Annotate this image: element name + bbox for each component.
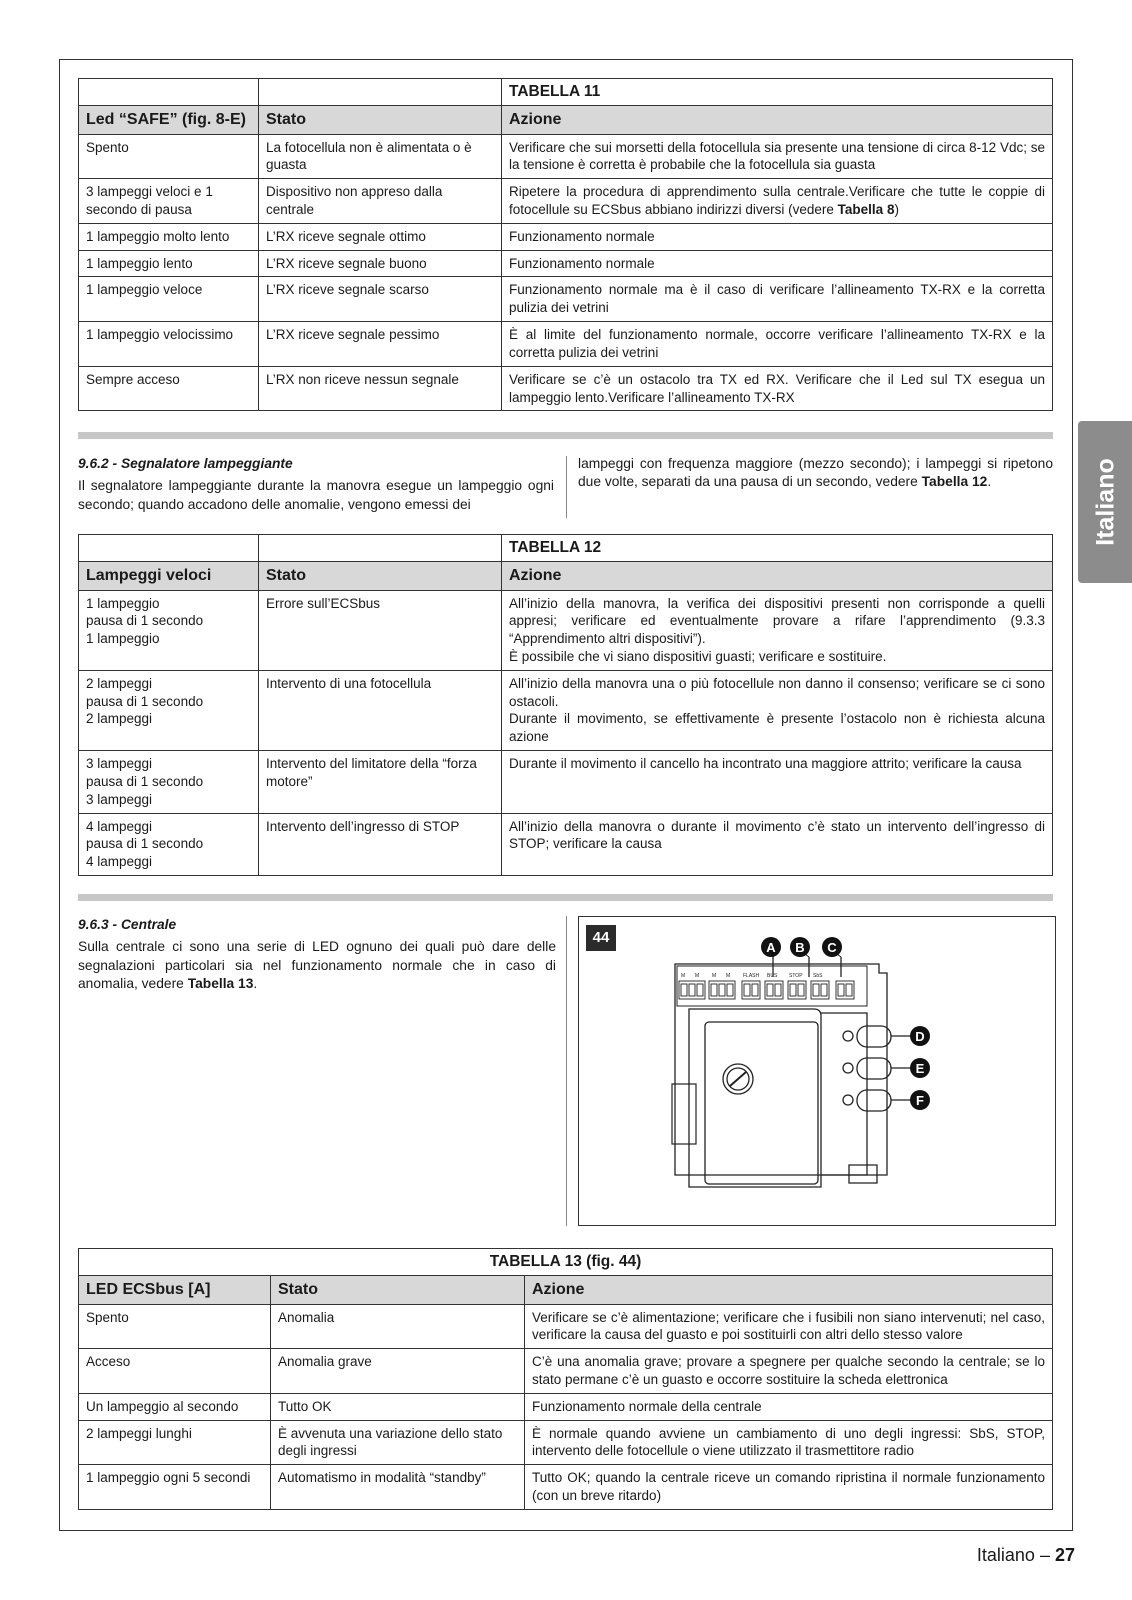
terminal-screw bbox=[689, 984, 695, 996]
body-text: Il segnalatore lampeggiante durante la manovra esegue un lampeggio ogni secondo; quando accadono delle anomalie, vengono emessi dei bbox=[78, 478, 554, 512]
section-heading: 9.6.2 - Segnalatore lampeggiante bbox=[78, 456, 293, 471]
section-divider bbox=[78, 432, 1053, 439]
button-d bbox=[857, 1026, 891, 1047]
terminal-strip bbox=[677, 966, 867, 1006]
table-row: 1 lampeggio molto lento L’RX riceve segnale ottimo Funzionamento normale bbox=[79, 223, 1053, 250]
section-962-left bbox=[78, 455, 554, 514]
terminal-label: M bbox=[681, 973, 686, 979]
column-divider bbox=[566, 456, 567, 518]
cover-panel bbox=[705, 1022, 818, 1184]
led-f bbox=[843, 1095, 853, 1105]
terminal-label: FLASH bbox=[743, 973, 760, 979]
led-e bbox=[843, 1063, 853, 1073]
terminal-screw bbox=[821, 984, 827, 996]
terminal-screw bbox=[846, 984, 852, 996]
column-header: Stato bbox=[259, 106, 502, 134]
figure-44 bbox=[578, 916, 1056, 1226]
table-row: 3 lampeggi pausa di 1 secondo 3 lampeggi Intervento del limitatore della “forza motore” Durante il movimento il cancello ha incontrato una maggiore attrito; verificare la causa bbox=[79, 751, 1053, 813]
column-header: LED ECSbus [A] bbox=[79, 1276, 271, 1304]
table-row: 1 lampeggio veloce L’RX riceve segnale scarso Funzionamento normale ma è il caso di verificare l’allineamento TX-RX e la corretta pulizia dei vetrini bbox=[79, 277, 1053, 322]
button-e bbox=[857, 1058, 891, 1079]
column-header: Stato bbox=[271, 1276, 525, 1304]
section-962-right bbox=[578, 455, 1053, 492]
table-row: Acceso Anomalia grave C’è una anomalia grave; provare a spegnere per qualche secondo la centrale; se lo stato permane c’è un guasto e occorre sostituire la scheda elettronica bbox=[79, 1349, 1053, 1394]
terminal-label: M bbox=[695, 973, 700, 979]
terminal-screw bbox=[697, 984, 703, 996]
table-row: Spento Anomalia Verificare se c’è alimentazione; verificare che i fusibili non siano intervenuti; nel caso, verificare la causa del guasto e poi sostituirli con altri dello stesso valore bbox=[79, 1304, 1053, 1349]
table-12 bbox=[78, 534, 1053, 876]
table-row: 2 lampeggi pausa di 1 secondo 2 lampeggi Intervento di una fotocellula All’inizio della manovra una o più fotocellule non danno il consenso; verificare se ci sono ostacoli. Durante il movimento, se effettivamente è presente l’ostacolo non è richiesta alcuna azione bbox=[79, 670, 1053, 750]
section-divider bbox=[78, 894, 1053, 901]
callout-f: F bbox=[916, 1093, 924, 1108]
table-row: 1 lampeggio velocissimo L’RX riceve segnale pessimo È al limite del funzionamento normale, occorre verificare l’allineamento TX-RX e la corretta pulizia dei vetrini bbox=[79, 322, 1053, 367]
callout-a: A bbox=[766, 940, 776, 955]
terminal-blocks bbox=[679, 981, 854, 999]
table-row: 1 lampeggio lento L’RX riceve segnale buono Funzionamento normale bbox=[79, 250, 1053, 277]
figure-number: 44 bbox=[586, 925, 616, 951]
table-row: Spento La fotocellula non è alimentata o è guasta Verificare che sui morsetti della fotocellula sia presente una tensione di circa 8-12 Vdc; se la tensione è corretta è probabile che la fotocellula sia guasta bbox=[79, 134, 1053, 179]
column-header: Azione bbox=[502, 562, 1053, 590]
table-11 bbox=[78, 78, 1053, 411]
footer-dash: – bbox=[1039, 1545, 1050, 1565]
terminal-screw bbox=[813, 984, 819, 996]
terminal-screw bbox=[775, 984, 781, 996]
terminal-screw bbox=[744, 984, 750, 996]
table-row: Sempre acceso L’RX non riceve nessun segnale Verificare se c’è un ostacolo tra TX ed RX. Verificare che il Led sul TX esegua un lampeggio lento.Verificare l’allineamento TX-RX bbox=[79, 366, 1053, 411]
terminal-screw bbox=[790, 984, 796, 996]
table-row: 1 lampeggio ogni 5 secondi Automatismo in modalità “standby” Tutto OK; quando la centrale riceve un comando ripristina il normale funzionamento (con un breve ritardo) bbox=[79, 1465, 1053, 1510]
column-header: Led “SAFE” (fig. 8-E) bbox=[79, 106, 259, 134]
table-row: Un lampeggio al secondo Tutto OK Funzionamento normale della centrale bbox=[79, 1393, 1053, 1420]
right-panel bbox=[821, 1013, 867, 1175]
language-side-tab: Italiano bbox=[1078, 421, 1132, 583]
table-title: TABELLA 13 (fig. 44) bbox=[79, 1249, 1053, 1276]
section-heading: 9.6.3 - Centrale bbox=[78, 917, 177, 932]
callout-c: C bbox=[827, 940, 837, 955]
footer-language: Italiano bbox=[976, 1545, 1035, 1565]
column-divider bbox=[566, 916, 567, 1226]
connector bbox=[849, 1165, 877, 1183]
page-footer bbox=[977, 1545, 1075, 1566]
screw-slot bbox=[730, 1072, 746, 1086]
terminal-screw bbox=[838, 984, 844, 996]
table-row: 1 lampeggio pausa di 1 secondo 1 lampeggio Errore sull’ECSbus All’inizio della manovra, la verifica dei dispositivi presenti non corrisponde a quelli appresi; verificare ed eventualmente provare a rifare l’apprendimento (9.3.3 “Apprendimento altri dispositivi”). È possibile che vi siano dispositivi guasti; verificare e sostituire. bbox=[79, 590, 1053, 670]
terminal-label: SbS bbox=[813, 973, 823, 979]
table-title: TABELLA 12 bbox=[502, 535, 1053, 562]
button-f bbox=[857, 1090, 891, 1111]
table-row: 2 lampeggi lunghi È avvenuta una variazione dello stato degli ingressi È normale quando avviene un cambiamento di uno degli ingressi: SbS, STOP, intervento delle fotocellule o viene utilizzato il trasmettitore radio bbox=[79, 1420, 1053, 1465]
terminal-screw bbox=[719, 984, 725, 996]
table-13 bbox=[78, 1248, 1053, 1510]
terminal-screw bbox=[711, 984, 717, 996]
section-963 bbox=[78, 916, 556, 994]
callout-d: D bbox=[915, 1029, 925, 1044]
terminal-label: BUS bbox=[767, 973, 778, 979]
column-header: Lampeggi veloci bbox=[79, 562, 259, 590]
column-header: Stato bbox=[259, 562, 502, 590]
terminal-screw bbox=[767, 984, 773, 996]
body-text: Sulla centrale ci sono una serie di LED ognuno dei quali può dare delle segnalazioni particolari sia nel funzionamento normale che in caso di anomalia, vedere Tabella 13. bbox=[78, 939, 556, 992]
terminal-label: M bbox=[712, 973, 717, 979]
terminal-screw bbox=[798, 984, 804, 996]
cover bbox=[689, 1009, 821, 1187]
led-d bbox=[843, 1031, 853, 1041]
terminal-labels bbox=[681, 973, 823, 979]
terminal-screw bbox=[727, 984, 733, 996]
table-row: 3 lampeggi veloci e 1 secondo di pausa Dispositivo non appreso dalla centrale Ripetere la procedura di apprendimento sulla centrale.Verificare che tutte le coppie di fotocellule su ECSbus abbiano indirizzi diversi (vedere Tabella 8) bbox=[79, 179, 1053, 224]
terminal-label: M bbox=[726, 973, 731, 979]
table-title: TABELLA 11 bbox=[502, 79, 1053, 106]
terminal-screw bbox=[752, 984, 758, 996]
callout-b: B bbox=[795, 940, 805, 955]
table-row: 4 lampeggi pausa di 1 secondo 4 lampeggi Intervento dell’ingresso di STOP All’inizio della manovra o durante il movimento c’è stato un intervento dell’ingresso di STOP; verificare la causa bbox=[79, 813, 1053, 875]
control-unit-drawing bbox=[579, 917, 1057, 1227]
column-header: Azione bbox=[525, 1276, 1053, 1304]
page-number: 27 bbox=[1054, 1545, 1075, 1565]
body-text: lampeggi con frequenza maggiore (mezzo secondo); i lampeggi si ripetono due volte, separati da una pausa di un secondo, vedere Tabella 12. bbox=[578, 456, 1053, 490]
column-header: Azione bbox=[502, 106, 1053, 134]
callout-e: E bbox=[915, 1061, 925, 1076]
terminal-screw bbox=[681, 984, 687, 996]
callouts bbox=[761, 937, 930, 1110]
terminal-label: STOP bbox=[789, 973, 803, 979]
